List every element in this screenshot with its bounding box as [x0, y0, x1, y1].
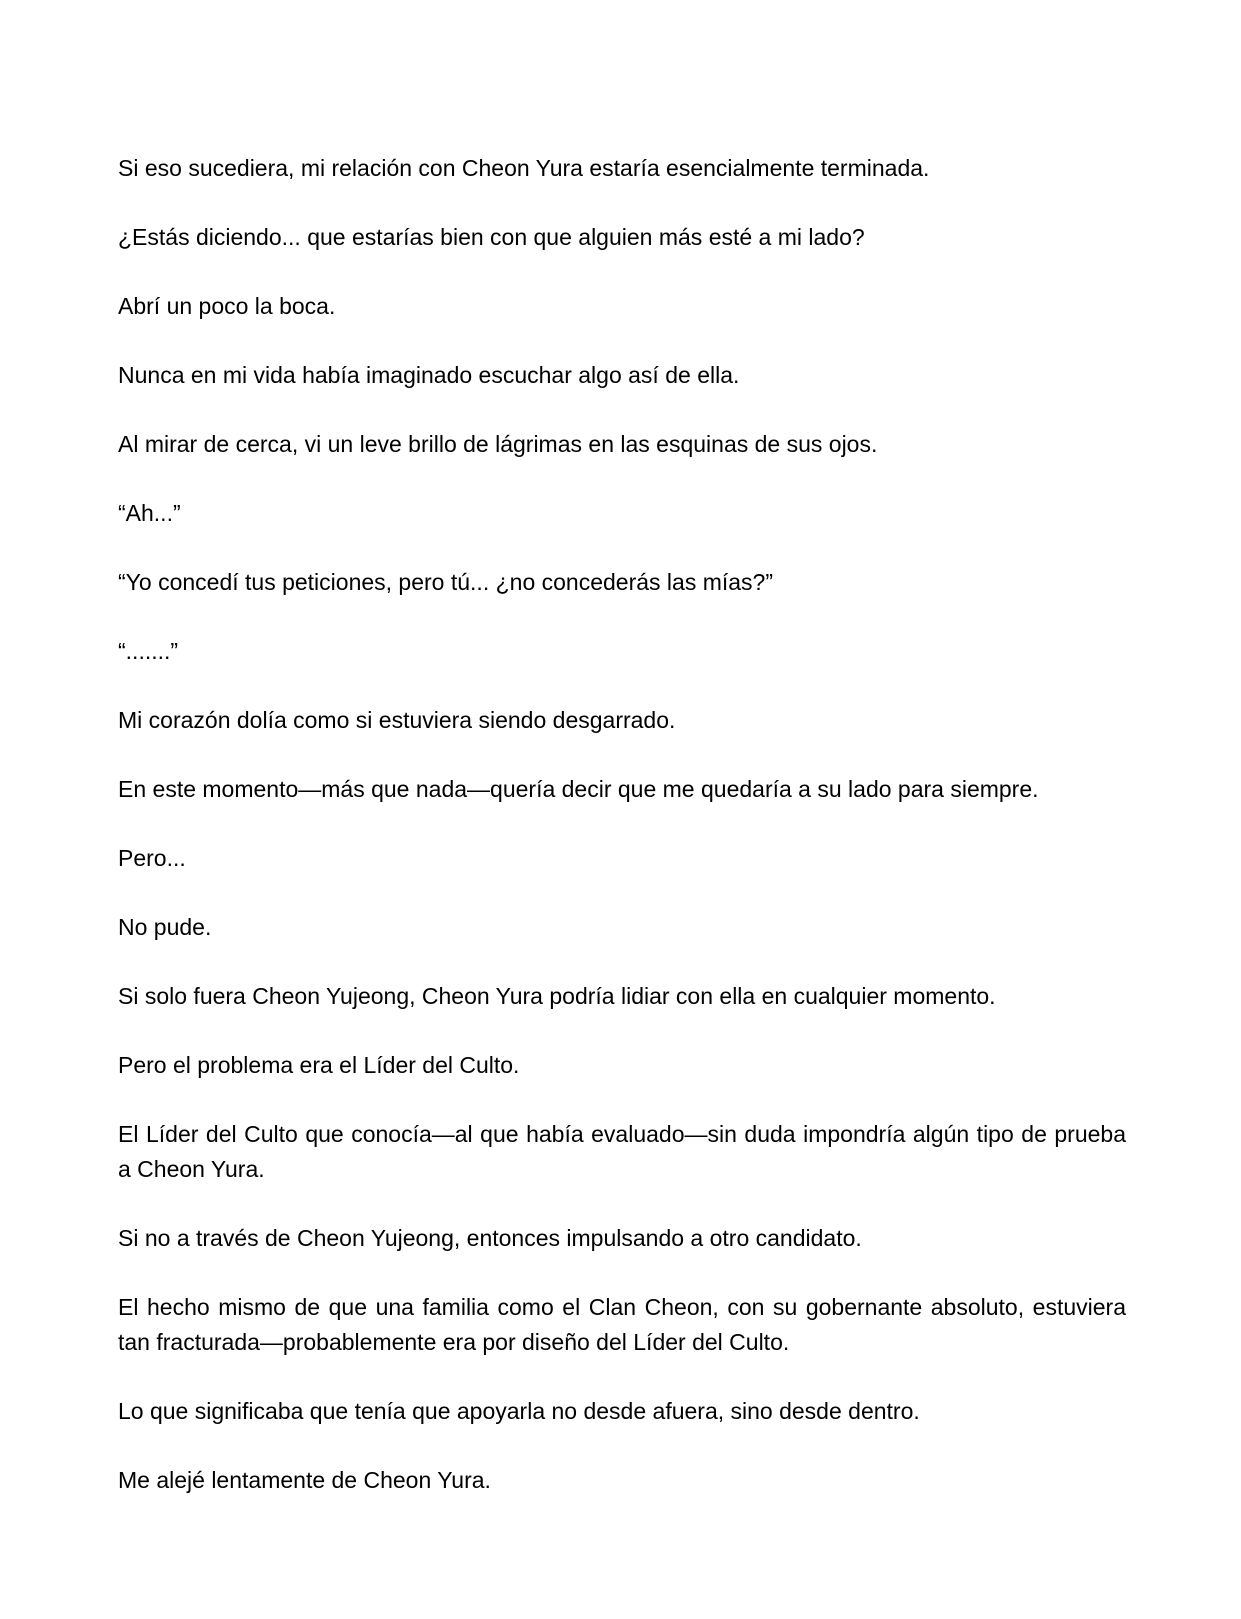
paragraph: Pero el problema era el Líder del Culto.	[118, 1052, 520, 1078]
paragraph: “Yo concedí tus peticiones, pero tú... ¿no concederás las mías?”	[118, 569, 774, 595]
paragraph: Me alejé lentamente de Cheon Yura.	[118, 1467, 491, 1493]
paragraph: Abrí un poco la boca.	[118, 293, 336, 319]
paragraph: El Líder del Culto que conocía—al que había evaluado—sin duda impondría algún tipo de prueba a Cheon Yura.	[118, 1121, 1126, 1182]
paragraph: Pero...	[118, 845, 186, 871]
paragraph: “Ah...”	[118, 500, 181, 526]
paragraph: Si no a través de Cheon Yujeong, entonces impulsando a otro candidato.	[118, 1225, 862, 1251]
document-body	[118, 151, 1126, 1532]
paragraph: En este momento—más que nada—quería decir que me quedaría a su lado para siempre.	[118, 776, 1039, 802]
paragraph: Si eso sucediera, mi relación con Cheon Yura estaría esencialmente terminada.	[118, 155, 930, 181]
paragraph: No pude.	[118, 914, 212, 940]
paragraph: Nunca en mi vida había imaginado escuchar algo así de ella.	[118, 362, 740, 388]
paragraph: Si solo fuera Cheon Yujeong, Cheon Yura podría lidiar con ella en cualquier momento.	[118, 983, 996, 1009]
paragraph: Al mirar de cerca, vi un leve brillo de lágrimas en las esquinas de sus ojos.	[118, 431, 878, 457]
paragraph: Lo que significaba que tenía que apoyarla no desde afuera, sino desde dentro.	[118, 1398, 920, 1424]
paragraph: Mi corazón dolía como si estuviera siendo desgarrado.	[118, 707, 676, 733]
paragraph: El hecho mismo de que una familia como el Clan Cheon, con su gobernante absoluto, estuviera tan fracturada—probablemente era por diseño del Líder del Culto.	[118, 1294, 1126, 1355]
paragraph: ¿Estás diciendo... que estarías bien con que alguien más esté a mi lado?	[118, 224, 865, 250]
paragraph: “.......”	[118, 638, 179, 664]
